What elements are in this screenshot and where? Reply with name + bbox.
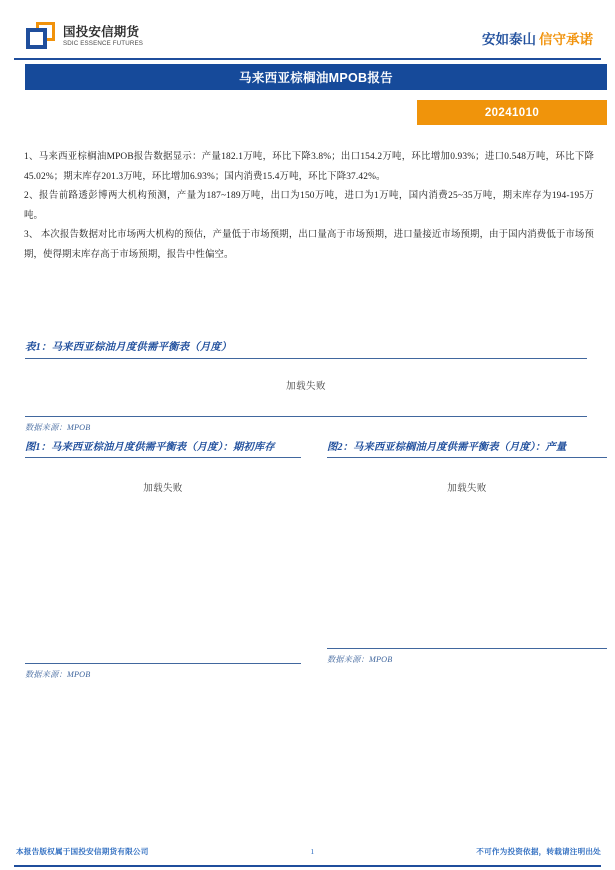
page-header bbox=[0, 0, 615, 58]
body-paragraph-1: 1、马来西亚棕榈油MPOB报告数据显示：产量182.1万吨，环比下降3.8%；出口154.2万吨，环比增加0.93%；进口0.548万吨，环比下降45.02%；期末库存201.3万吨，环比增加6.93%；国内消费15.4万吨，环比下降37.42%。 bbox=[24, 152, 594, 182]
figure-1-load-failed-text: 加载失败 bbox=[143, 484, 183, 495]
figure-1-content bbox=[25, 458, 301, 663]
table-1-bottom-rule bbox=[25, 416, 587, 417]
table-1-title: 表1：马来西亚棕油月度供需平衡表（月度） bbox=[25, 342, 232, 353]
figure-1-block bbox=[25, 438, 301, 713]
table-1-content bbox=[25, 359, 587, 411]
figure-2-title: 图2：马来西亚棕榈油月度供需平衡表（月度）：产量 bbox=[327, 442, 567, 453]
footer-copyright: 本报告版权属于国投安信期货有限公司 bbox=[16, 847, 149, 856]
footer-disclaimer: 不可作为投资依据，转载请注明出处 bbox=[476, 847, 601, 856]
slogan-primary: 安如泰山 bbox=[482, 32, 536, 47]
figure-2-source: 数据来源：MPOB bbox=[327, 655, 393, 665]
body-paragraph-3: 3、 本次报告数据对比市场两大机构的预估，产量低于市场预期，出口量高于市场预期，进口量接近市场预期，由于国内消费低于市场预期，使得期末库存高于市场预期，报告中性偏空。 bbox=[24, 230, 594, 260]
body-paragraph-2: 2、报告前路透彭博两大机构预测，产量为187~189万吨，出口为150万吨，进口为1万吨，国内消费25~35万吨，期末库存为194-195万吨。 bbox=[24, 191, 594, 221]
report-title-bar bbox=[25, 64, 607, 90]
page-footer bbox=[16, 846, 601, 857]
table-1-load-failed-text: 加载失败 bbox=[286, 381, 326, 393]
report-date-badge bbox=[417, 100, 607, 125]
slogan-secondary: 信守承诺 bbox=[539, 32, 593, 47]
figure-1-bottom-rule bbox=[25, 663, 301, 664]
logo-wordmark bbox=[63, 26, 143, 47]
logo-english-name: SDIC ESSENCE FUTURES bbox=[63, 39, 144, 47]
report-title: 马来西亚棕榈油MPOB报告 bbox=[239, 71, 393, 85]
figure-1-source: 数据来源：MPOB bbox=[25, 670, 91, 680]
figure-2-content bbox=[327, 458, 607, 648]
footer-page-number: 1 bbox=[310, 847, 315, 856]
figure-2-bottom-rule bbox=[327, 648, 607, 649]
footer-divider bbox=[14, 865, 601, 867]
header-slogan bbox=[482, 28, 593, 48]
table-1-source: 数据来源：MPOB bbox=[25, 423, 91, 433]
report-date: 20241010 bbox=[484, 106, 540, 119]
figure-1-title: 图1：马来西亚棕油月度供需平衡表（月度）：期初库存 bbox=[25, 442, 275, 453]
table-1-block bbox=[25, 338, 587, 433]
header-divider bbox=[14, 58, 601, 60]
figure-2-block bbox=[327, 438, 607, 698]
logo-chinese-name: 国投安信期货 bbox=[63, 25, 140, 40]
logo-blue-square-icon bbox=[26, 28, 47, 49]
company-logo bbox=[26, 22, 143, 51]
report-body bbox=[24, 148, 594, 266]
figure-2-load-failed-text: 加载失败 bbox=[447, 484, 487, 495]
logo-mark-icon bbox=[26, 22, 56, 51]
